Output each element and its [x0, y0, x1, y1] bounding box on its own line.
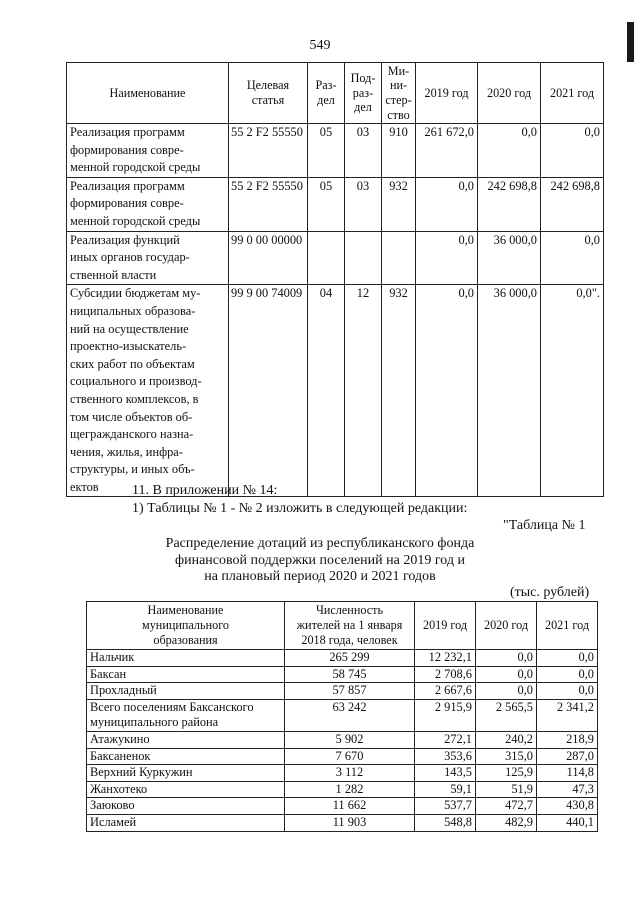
item-1-text: 1) Таблицы № 1 - № 2 изложить в следующей редакции: — [132, 501, 468, 516]
cell-2021: 0,0 — [537, 650, 598, 667]
cell-population: 63 242 — [285, 699, 415, 731]
cell-municipality: Верхний Куркужин — [87, 765, 285, 782]
cell-population: 11 903 — [285, 814, 415, 831]
cell-2020: 36 000,0 — [478, 231, 541, 285]
cell-2020: 0,0 — [476, 650, 537, 667]
cell-2019: 143,5 — [415, 765, 476, 782]
header-2019: 2019 год — [415, 602, 476, 650]
table-row — [87, 699, 598, 731]
cell-population: 265 299 — [285, 650, 415, 667]
cell-subsection: 03 — [345, 177, 382, 231]
cell-ministry: 932 — [382, 177, 416, 231]
cell-2020: 2 565,5 — [476, 699, 537, 731]
cell-2019: 2 708,6 — [415, 666, 476, 683]
cell-target-article: 99 0 00 00000 — [229, 231, 308, 285]
cell-2021: 47,3 — [537, 781, 598, 798]
cell-2019: 12 232,1 — [415, 650, 476, 667]
cell-2020: 51,9 — [476, 781, 537, 798]
table-row — [87, 765, 598, 782]
cell-2020: 0,0 — [478, 124, 541, 178]
cell-municipality: Жанхотеко — [87, 781, 285, 798]
header-population: Численность жителей на 1 января 2018 года, человек — [285, 602, 415, 650]
table-row — [67, 231, 604, 285]
cell-2020: 482,9 — [476, 814, 537, 831]
cell-municipality: Всего поселениям Баксанского муниципального района — [87, 699, 285, 731]
cell-municipality: Баксаненок — [87, 748, 285, 765]
cell-name: Реализация программ формирования совре- менной городской среды — [67, 177, 229, 231]
cell-2021: 218,9 — [537, 731, 598, 748]
cell-subsection — [345, 231, 382, 285]
cell-2021: 0,0 — [541, 124, 604, 178]
cell-section: 05 — [308, 177, 345, 231]
table-row — [87, 731, 598, 748]
cell-2021: 287,0 — [537, 748, 598, 765]
table-label: "Таблица № 1 — [503, 518, 586, 533]
header-target-article: Целевая статья — [229, 63, 308, 124]
table-row — [87, 798, 598, 815]
table-title-line-2: финансовой поддержки поселений на 2019 год и — [175, 553, 465, 568]
cell-2019: 353,6 — [415, 748, 476, 765]
table-title-line-3: на плановый период 2020 и 2021 годов — [204, 569, 436, 584]
table-row — [87, 683, 598, 700]
cell-population: 3 112 — [285, 765, 415, 782]
cell-2021: 430,8 — [537, 798, 598, 815]
cell-2019: 59,1 — [415, 781, 476, 798]
subsidies-distribution-table — [86, 601, 598, 832]
cell-2021: 0,0". — [541, 285, 604, 497]
cell-ministry: 910 — [382, 124, 416, 178]
cell-section: 04 — [308, 285, 345, 497]
cell-population: 11 662 — [285, 798, 415, 815]
cell-subsection: 12 — [345, 285, 382, 497]
cell-name: Реализация функций иных органов государ- ственной власти — [67, 231, 229, 285]
cell-2019: 2 915,9 — [415, 699, 476, 731]
cell-municipality: Атажукино — [87, 731, 285, 748]
cell-2019: 548,8 — [415, 814, 476, 831]
cell-2020: 0,0 — [476, 683, 537, 700]
header-section: Раз- дел — [308, 63, 345, 124]
table-row — [67, 285, 604, 497]
cell-2019: 537,7 — [415, 798, 476, 815]
cell-target-article: 55 2 F2 55550 — [229, 124, 308, 178]
cell-2021: 0,0 — [541, 231, 604, 285]
table-row — [87, 814, 598, 831]
units-label: (тыс. рублей) — [510, 585, 590, 600]
header-municipality: Наименование муниципального образования — [87, 602, 285, 650]
cell-target-article: 99 9 00 74009 — [229, 285, 308, 497]
table-row — [67, 124, 604, 178]
page-number: 549 — [309, 38, 331, 53]
table-row — [87, 748, 598, 765]
header-2021: 2021 год — [537, 602, 598, 650]
table-row — [87, 666, 598, 683]
cell-2020: 472,7 — [476, 798, 537, 815]
cell-target-article: 55 2 F2 55550 — [229, 177, 308, 231]
cell-section — [308, 231, 345, 285]
cell-2020: 36 000,0 — [478, 285, 541, 497]
cell-population: 7 670 — [285, 748, 415, 765]
header-name: Наименование — [67, 63, 229, 124]
table-title-line-1: Распределение дотаций из республиканского фонда — [165, 536, 475, 551]
cell-population: 1 282 — [285, 781, 415, 798]
cell-2020: 125,9 — [476, 765, 537, 782]
cell-municipality: Нальчик — [87, 650, 285, 667]
budget-allocation-table — [66, 62, 604, 497]
item-11-text: 11. В приложении № 14: — [132, 483, 278, 498]
header-ministry: Ми- ни- стер- ство — [382, 63, 416, 124]
cell-population: 57 857 — [285, 683, 415, 700]
cell-2021: 2 341,2 — [537, 699, 598, 731]
cell-municipality: Исламей — [87, 814, 285, 831]
cell-2019: 0,0 — [416, 231, 478, 285]
table-row — [87, 650, 598, 667]
cell-municipality: Баксан — [87, 666, 285, 683]
cell-municipality: Заюково — [87, 798, 285, 815]
cell-municipality: Прохладный — [87, 683, 285, 700]
cell-2019: 0,0 — [416, 285, 478, 497]
header-2021: 2021 год — [541, 63, 604, 124]
cell-subsection: 03 — [345, 124, 382, 178]
cell-name: Субсидии бюджетам му- ниципальных образова- ний на осуществление проектно-изыскатель- ских работ по объектам социального и производ- ственного комплексов, в том числе объектов об- щегражданского назна- чения, жилья, инфра- структуры, и иных объ- ектов — [67, 285, 229, 497]
table-row — [67, 177, 604, 231]
cell-2020: 240,2 — [476, 731, 537, 748]
table-row — [87, 781, 598, 798]
cell-2021: 0,0 — [537, 683, 598, 700]
cell-2020: 315,0 — [476, 748, 537, 765]
cell-2021: 440,1 — [537, 814, 598, 831]
cell-population: 58 745 — [285, 666, 415, 683]
cell-2020: 0,0 — [476, 666, 537, 683]
cell-2020: 242 698,8 — [478, 177, 541, 231]
cell-2019: 0,0 — [416, 177, 478, 231]
header-subsection: Под- раз- дел — [345, 63, 382, 124]
cell-ministry — [382, 231, 416, 285]
header-2019: 2019 год — [416, 63, 478, 124]
cell-2019: 272,1 — [415, 731, 476, 748]
cell-name: Реализация программ формирования совре- менной городской среды — [67, 124, 229, 178]
cell-population: 5 902 — [285, 731, 415, 748]
cell-2019: 2 667,6 — [415, 683, 476, 700]
header-2020: 2020 год — [476, 602, 537, 650]
cell-2019: 261 672,0 — [416, 124, 478, 178]
cell-ministry: 932 — [382, 285, 416, 497]
cell-2021: 114,8 — [537, 765, 598, 782]
cell-section: 05 — [308, 124, 345, 178]
header-2020: 2020 год — [478, 63, 541, 124]
cell-2021: 242 698,8 — [541, 177, 604, 231]
cell-2021: 0,0 — [537, 666, 598, 683]
